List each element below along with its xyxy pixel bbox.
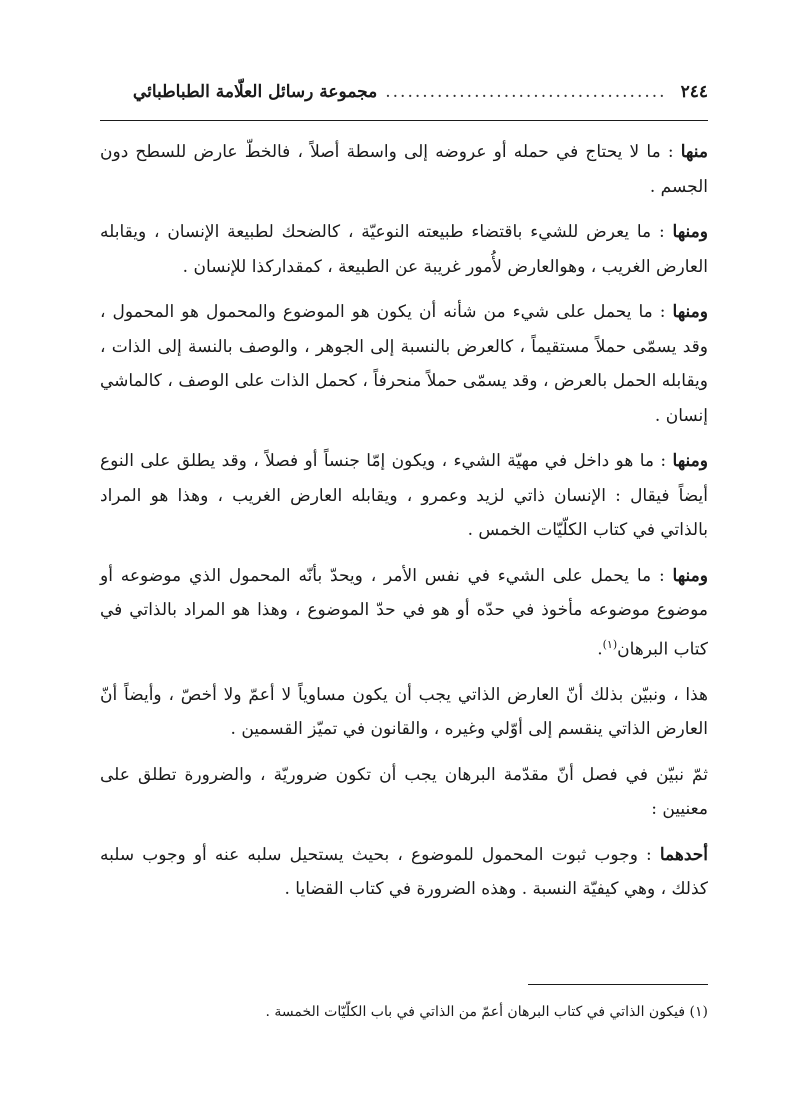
footnote-divider [528, 984, 708, 985]
paragraph-text: ثمّ نبيّن في فصل أنّ مقدّمة البرهان يجب أن تكون ضروريّة ، والضرورة تطلق على معنيين : [100, 764, 708, 820]
paragraph [100, 215, 708, 284]
header-dots: ...................................... [385, 82, 667, 102]
paragraph-lead: منها [680, 142, 709, 162]
paragraph [100, 135, 708, 204]
paragraph-lead: ومنها [672, 222, 708, 242]
paragraph-text: : ما يحمل على شيء من شأنه أن يكون هو الموضوع والمحمول هو المحمول ، وقد يسمّى حملاً مستقيماً ، كالعرض بالنسبة إلى الجوهر ، والوصف بالنسة إلى الذات ، ويقابله الحمل بالعرض ، وقد يسمّى حملاً منحرفاً ، كحمل الذات على الوصف ، كالماشي إنسان . [100, 302, 708, 426]
book-title: مجموعة رسائل العلّامة الطباطبائي [132, 82, 378, 102]
paragraph [100, 758, 708, 827]
paragraph-lead: ومنها [672, 565, 708, 586]
paragraph [100, 678, 708, 747]
page [100, 82, 708, 918]
paragraph-text: هذا ، ونبيّن بذلك أنّ العارض الذاتي يجب أن يكون مساوياً لا أعمّ ولا أخصّ ، وأيضاً أنّ العارض الذاتي ينقسم إلى أوّلي وغيره ، والقانون في تميّز القسمين . [100, 684, 708, 740]
paragraph-lead: أحدهما [659, 844, 709, 865]
paragraph [100, 838, 708, 907]
body-text [100, 135, 708, 907]
running-header [100, 82, 708, 121]
page-number: ٢٤٤ [680, 82, 708, 102]
paragraph-lead: ومنها [672, 302, 708, 322]
paragraph [100, 444, 708, 548]
footnote-mark: (١) [689, 1004, 708, 1020]
paragraph-lead: ومنها [672, 451, 708, 471]
paragraph-text: : ما لا يحتاج في حمله أو عروضه إلى واسطة أصلاً ، فالخطّ عارض للسطح دون الجسم . [100, 142, 708, 197]
footnote-text: فيكون الذاتي في كتاب البرهان أعمّ من الذاتي في باب الكلّيّات الخمسة . [265, 1004, 686, 1020]
paragraph-end: . [597, 639, 603, 660]
paragraph [100, 559, 708, 667]
footnote-reference[interactable]: (١) [602, 637, 618, 651]
paragraph [100, 295, 708, 433]
footnote [100, 1000, 708, 1024]
paragraph-text: : ما يعرض للشيء باقتضاء طبيعته النوعيّة ، كالضحك لطبيعة الإنسان ، ويقابله العارض الغريب ، وهوالعارض لأُمور غريبة عن الطبيعة ، كمقداركذا للإنسان . [100, 222, 708, 277]
paragraph-text: : ما هو داخل في مهيّة الشيء ، ويكون إمّا جنساً أو فصلاً ، وقد يطلق على النوع أيضاً فيقال : الإنسان ذاتي لزيد وعمرو ، ويقابله العارض الغريب ، وهذا هو المراد بالذاتي في كتاب الكلّيّات الخمس . [100, 451, 708, 540]
paragraph-text: : ما يحمل على الشيء في نفس الأمر ، ويحدّ بأنّه المحمول الذي موضوعه أو موضوع موضوعه مأخوذ في حدّه أو هو في حدّ الموضوع ، وهذا هو المراد بالذاتي في كتاب البرهان [100, 565, 708, 660]
paragraph-text: : وجوب ثبوت المحمول للموضوع ، بحيث يستحيل سلبه عنه أو وجوب سلبه كذلك ، وهي كيفيّة النسبة . وهذه الضرورة في كتاب القضايا . [100, 844, 708, 900]
